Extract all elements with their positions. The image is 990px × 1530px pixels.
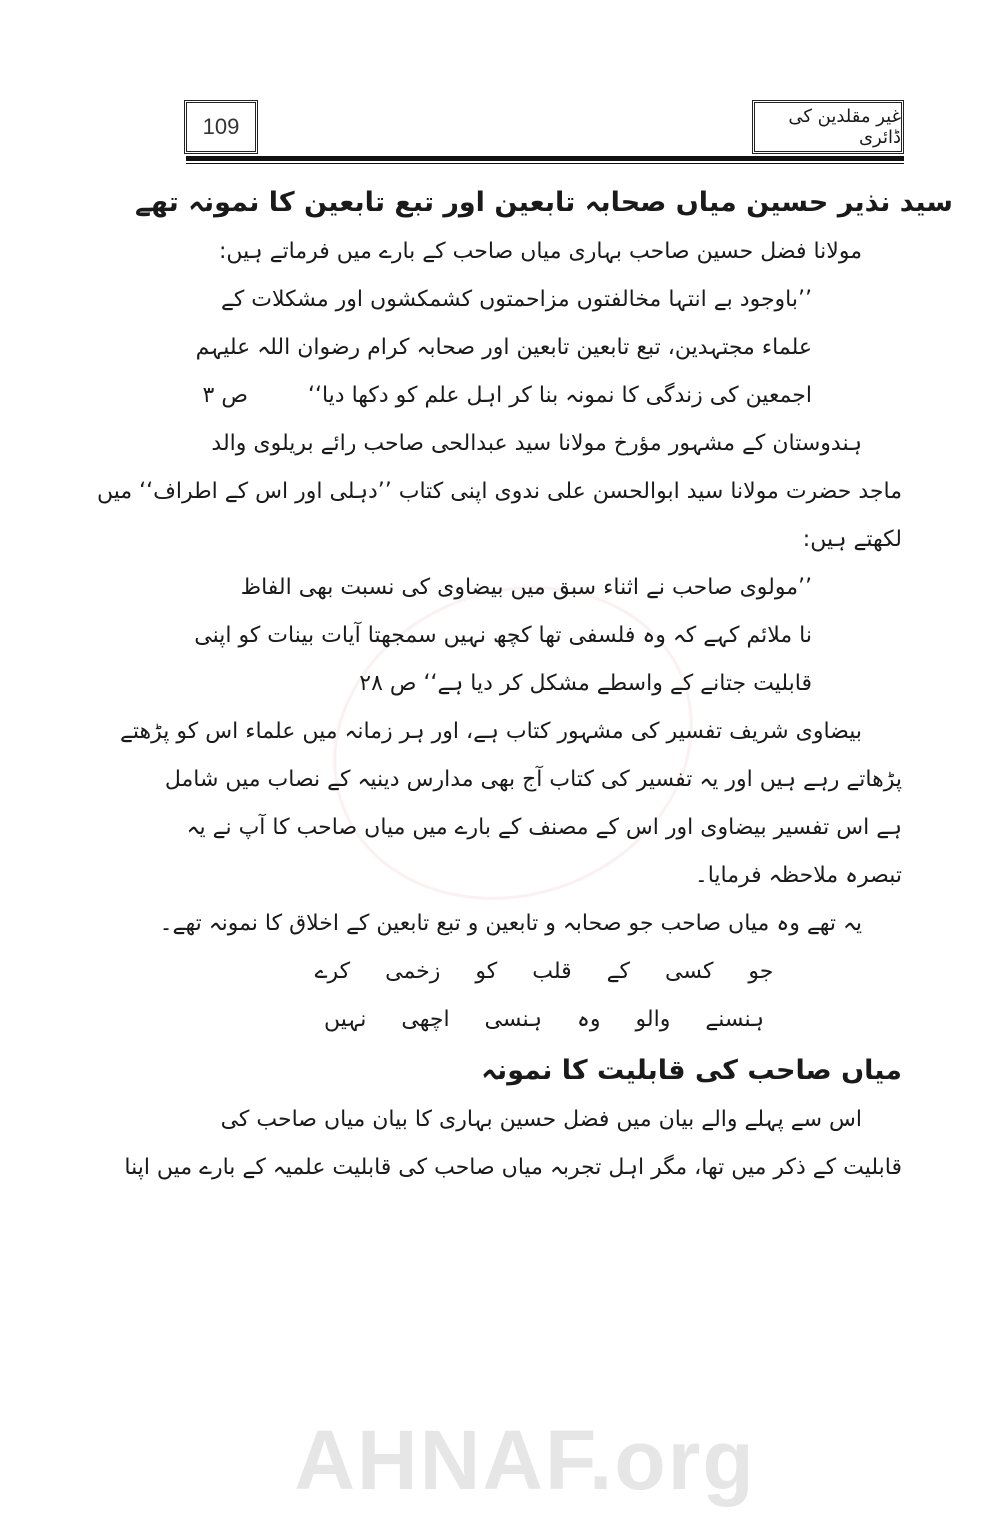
paragraph-line: پڑھاتے رہے ہیں اور یہ تفسیر کی کتاب آج بھی مدارس دینیہ کے نصاب میں شامل (164, 767, 902, 792)
quote-line: علماء مجتہدین، تبع تابعین تابعین اور صحابہ کرام رضوان اللہ علیہم (195, 335, 812, 360)
page-number-box (184, 100, 258, 154)
paragraph-line: اس سے پہلے والے بیان میں فضل حسین بہاری کا بیان میاں صاحب کی (220, 1107, 862, 1132)
quote-line: ’’مولوی صاحب نے اثناء سبق میں بیضاوی کی نسبت بھی الفاظ (240, 575, 812, 600)
quote-line: قابلیت جتانے کے واسطے مشکل کر دیا ہے‘‘ ص ۲۸ (359, 671, 812, 696)
page-content (96, 176, 953, 1192)
quote-text: اجمعین کی زندگی کا نمونہ بنا کر اہل علم کو دکھا دیا‘‘ (307, 383, 812, 408)
verse-line: جو کسی کے قلب کو زخمی کرے (314, 959, 774, 984)
page-reference: ص ۳ (202, 383, 248, 408)
page-number: 109 (202, 114, 240, 139)
header-rule-thin (186, 163, 904, 164)
quote-line (186, 372, 902, 420)
paragraph-line: بیضاوی شریف تفسیر کی مشہور کتاب ہے، اور ہر زمانہ میں علماء اس کو پڑھتے (120, 719, 862, 744)
header-rule (186, 156, 904, 161)
paragraph-line: لکھتے ہیں: (802, 527, 902, 552)
section-heading-2: میاں صاحب کی قابلیت کا نمونہ (481, 1054, 902, 1086)
paragraph-line: ہندوستان کے مشہور مؤرخ مولانا سید عبدالحی صاحب رائے بریلوی والد (211, 431, 862, 456)
intro-line: مولانا فضل حسین صاحب بہاری میاں صاحب کے بارے میں فرماتے ہیں: (218, 239, 862, 264)
paragraph-line: قابلیت کے ذکر میں تھا، مگر اہل تجربہ میاں صاحب کی قابلیت علمیہ کے بارے میں اپنا (124, 1155, 902, 1180)
closing-line: یہ تھے وہ میاں صاحب جو صحابہ و تابعین و تبع تابعین کے اخلاق کا نمونہ تھے۔ (159, 911, 862, 936)
paragraph-line: ماجد حضرت مولانا سید ابوالحسن علی ندوی اپنی کتاب ’’دہلی اور اس کے اطراف‘‘ میں (96, 479, 902, 504)
paragraph-line: تبصرہ ملاحظہ فرمایا۔ (694, 863, 902, 888)
quote-line: ’’باوجود بے انتہا مخالفتوں مزاحمتوں کشمکشوں اور مشکلات کے (220, 287, 812, 312)
site-watermark: AHNAF.org (294, 1413, 756, 1507)
book-title: غیر مقلدین کی ڈائری (788, 106, 901, 148)
quote-line: نا ملائم کہے کہ وہ فلسفی تھا کچھ نہیں سمجھتا آیات بینات کو اپنی (194, 623, 812, 648)
verse-line: ہنسنے والو وہ ہنسی اچھی نہیں (323, 1007, 765, 1032)
book-title-box (752, 100, 904, 154)
paragraph-line: ہے اس تفسیر بیضاوی اور اس کے مصنف کے بارے میں میاں صاحب کا آپ نے یہ (186, 815, 902, 840)
section-heading-1: سید نذیر حسین میاں صحابہ تابعین اور تبع تابعین کا نمونہ تھے (135, 186, 953, 218)
